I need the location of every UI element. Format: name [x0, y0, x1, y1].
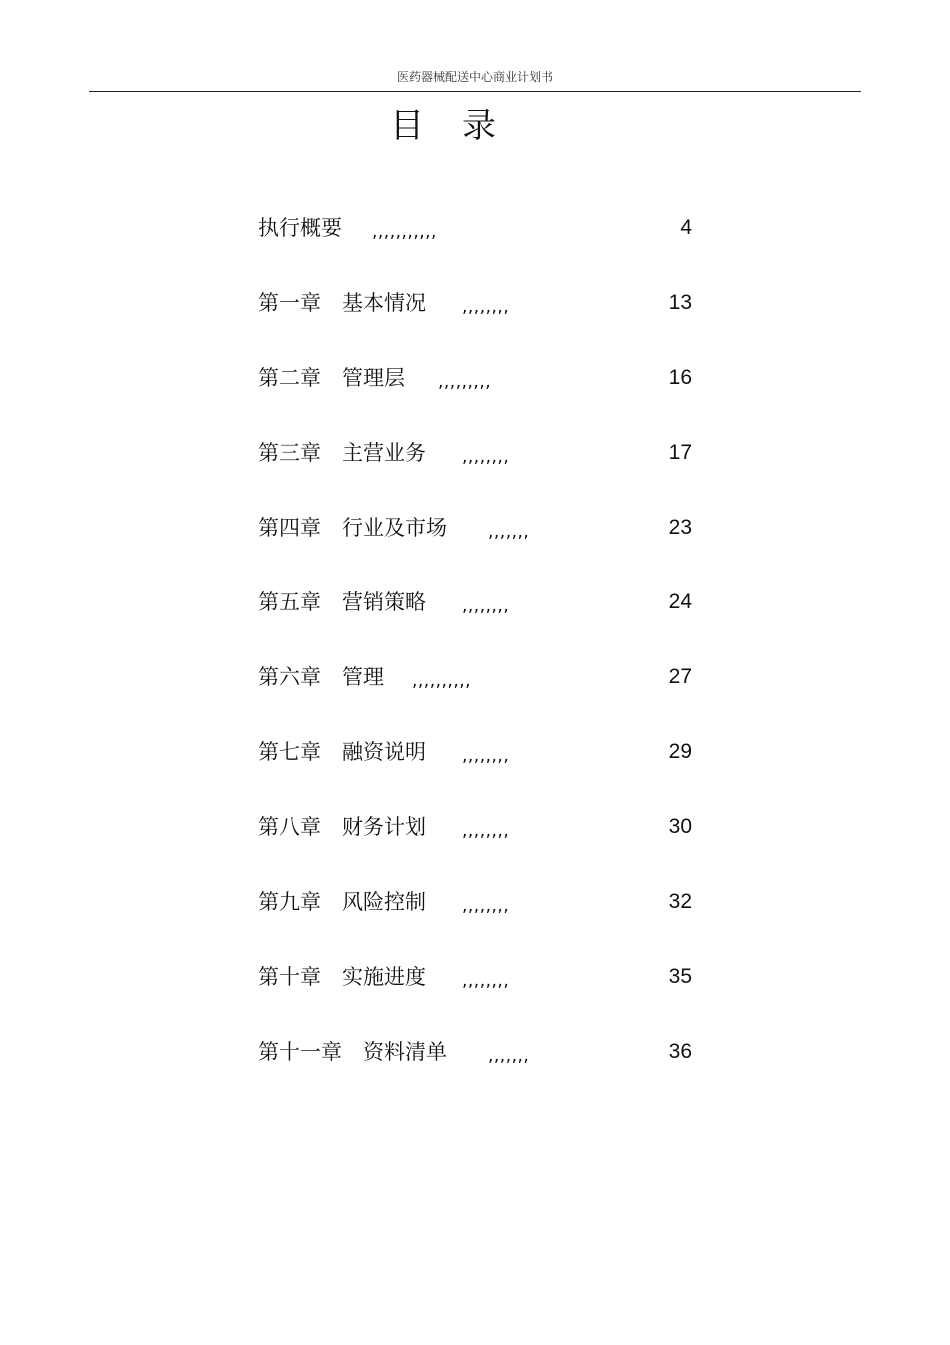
toc-entry-label: 执行概要: [258, 216, 342, 240]
toc-entry-page: 17: [668, 440, 692, 464]
toc-entry-label: 第九章 风险控制: [258, 890, 426, 915]
toc-entry-label: 第二章 管理层: [258, 365, 405, 390]
toc-entry[interactable]: [258, 360, 692, 435]
header-divider: [89, 91, 861, 92]
table-of-contents: [258, 210, 692, 1109]
toc-entry-label: 第十一章 资料清单: [258, 1039, 447, 1064]
toc-entry-page: 23: [668, 515, 692, 539]
toc-entry-label: 第五章 营销策略: [258, 590, 426, 615]
toc-entry-page: 32: [668, 890, 692, 914]
toc-entry[interactable]: [258, 809, 692, 884]
toc-entry[interactable]: [258, 959, 692, 1034]
toc-entry-page: 35: [668, 964, 692, 988]
toc-entry-page: 27: [668, 665, 692, 689]
toc-entry-leader: ,,,,,,,,: [462, 596, 510, 617]
toc-entry-page: 13: [668, 290, 692, 314]
toc-entry-page: 29: [668, 740, 692, 764]
toc-entry-label: 第十章 实施进度: [258, 964, 426, 989]
toc-entry-leader: ,,,,,,,,,,,: [372, 222, 437, 242]
toc-entry-label: 第三章 主营业务: [258, 440, 426, 465]
toc-entry-page: 16: [668, 365, 692, 389]
toc-title: [0, 98, 886, 147]
toc-entry-leader: ,,,,,,,,: [462, 746, 510, 767]
toc-entry-page: 4: [680, 216, 692, 239]
toc-entry-leader: ,,,,,,,,: [462, 446, 510, 467]
toc-entry[interactable]: [258, 659, 692, 734]
toc-title-char-1: 目: [390, 106, 424, 146]
running-header: 医药器械配送中心商业计划书: [396, 70, 553, 84]
toc-entry[interactable]: [258, 210, 692, 285]
toc-entry-page: 24: [668, 590, 692, 614]
toc-entry-label: 第一章 基本情况: [258, 290, 426, 315]
toc-entry-page: 36: [668, 1039, 692, 1063]
toc-entry[interactable]: [258, 510, 692, 585]
toc-entry[interactable]: [258, 435, 692, 510]
toc-entry-leader: ,,,,,,,,: [462, 821, 510, 842]
toc-entry-label: 第六章 管理: [258, 665, 384, 690]
toc-entry-leader: ,,,,,,,: [488, 1045, 530, 1066]
toc-entry-label: 第七章 融资说明: [258, 740, 426, 765]
toc-entry[interactable]: [258, 1034, 692, 1109]
toc-entry-leader: ,,,,,,,,: [462, 296, 510, 317]
toc-entry[interactable]: [258, 734, 692, 809]
toc-entry-leader: ,,,,,,,,,: [438, 371, 492, 392]
toc-entry[interactable]: [258, 285, 692, 360]
toc-entry[interactable]: [258, 884, 692, 959]
toc-entry-leader: ,,,,,,,,: [462, 970, 510, 991]
toc-entry-page: 30: [668, 815, 692, 839]
toc-entry-label: 第八章 财务计划: [258, 815, 426, 840]
toc-title-char-2: 录: [462, 106, 496, 146]
toc-entry-label: 第四章 行业及市场: [258, 515, 447, 540]
toc-entry[interactable]: [258, 584, 692, 659]
toc-entry-leader: ,,,,,,,,,,: [412, 671, 472, 692]
toc-entry-leader: ,,,,,,,: [488, 521, 530, 542]
toc-entry-leader: ,,,,,,,,: [462, 896, 510, 917]
